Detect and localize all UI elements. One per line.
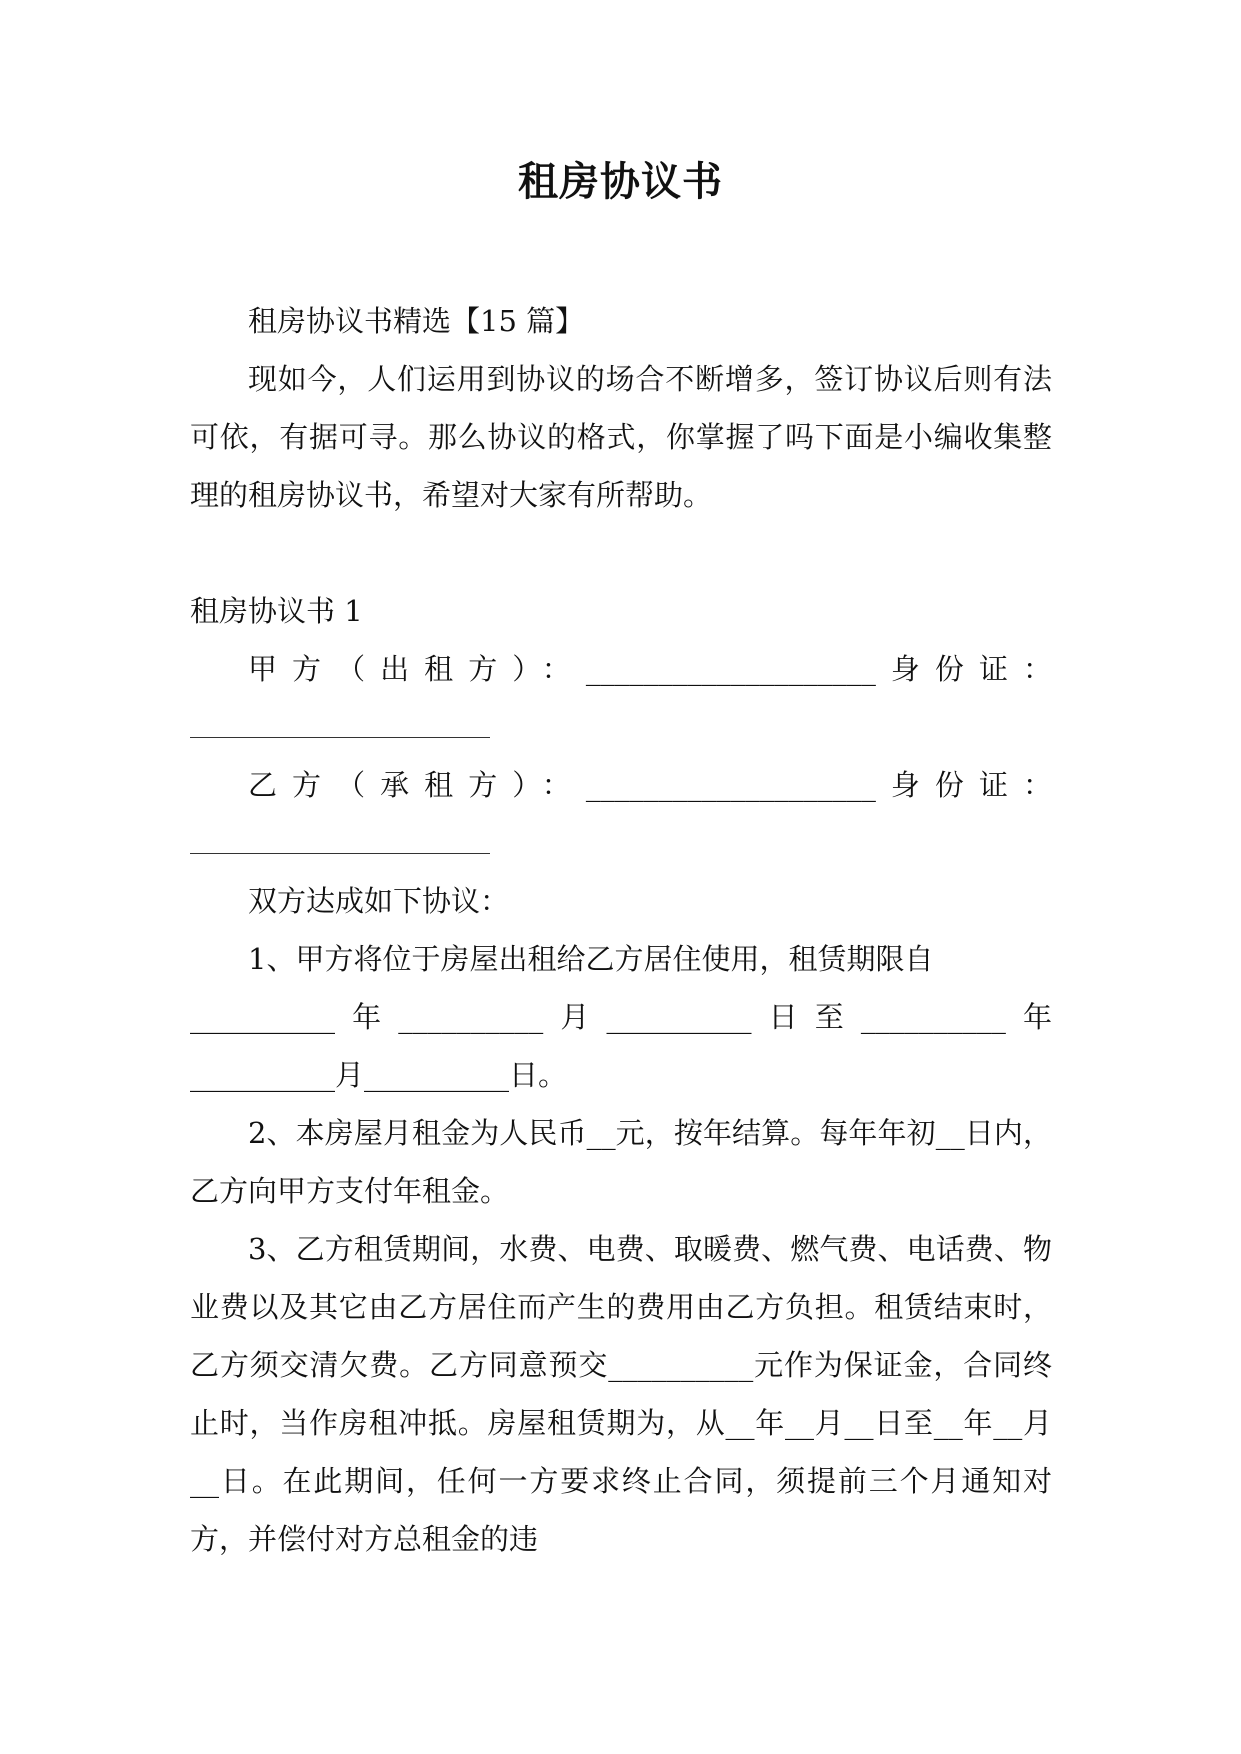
intro-paragraph: 现如今，人们运用到协议的场合不断增多，签订协议后则有法可依，有据可寻。那么协议的格式，你掌握了吗下面是小编收集整理的租房协议书，希望对大家有所帮助。 [190,362,1052,512]
party-a-id-blank [190,698,490,756]
party-b-id-blank [190,814,490,872]
party-a-line: 甲方（出租方）：____________________身份证： [248,652,1052,686]
clause-3: 3、乙方租赁期间，水费、电费、取暖费、燃气费、电话费、物业费以及其它由乙方居住而产生的费用由乙方负担。租赁结束时，乙方须交清欠费。乙方同意预交__________元作为保证金，合同终止时，当作房租冲抵。房屋租赁期为，从__年__月__日至__年__月__日。在此期间，任何一方要求终止合同，须提前三个月通知对方，并偿付对方总租金的违 [190,1232,1052,1556]
paragraph-spacer [190,524,1052,582]
clause-1-line-1: 1、甲方将位于房屋出租给乙方居住使用，租赁期限自 [248,942,934,976]
section-heading: 租房协议书 1 [190,594,363,628]
intro-heading: 租房协议书精选【15 篇】 [248,304,585,338]
document-title: 租房协议书 [518,159,723,205]
agreement-intro: 双方达成如下协议： [248,884,510,918]
party-b-line: 乙方（承租方）：____________________身份证： [248,768,1052,802]
document-body [190,292,1052,1568]
clause-1-line-2: __________年__________月__________日至__________年 [190,1000,1052,1034]
clause-2: 2、本房屋月租金为人民币__元，按年结算。每年年初__日内，乙方向甲方支付年租金。 [190,1116,1052,1208]
clause-1-line-3: __________月__________日。 [190,1058,568,1092]
